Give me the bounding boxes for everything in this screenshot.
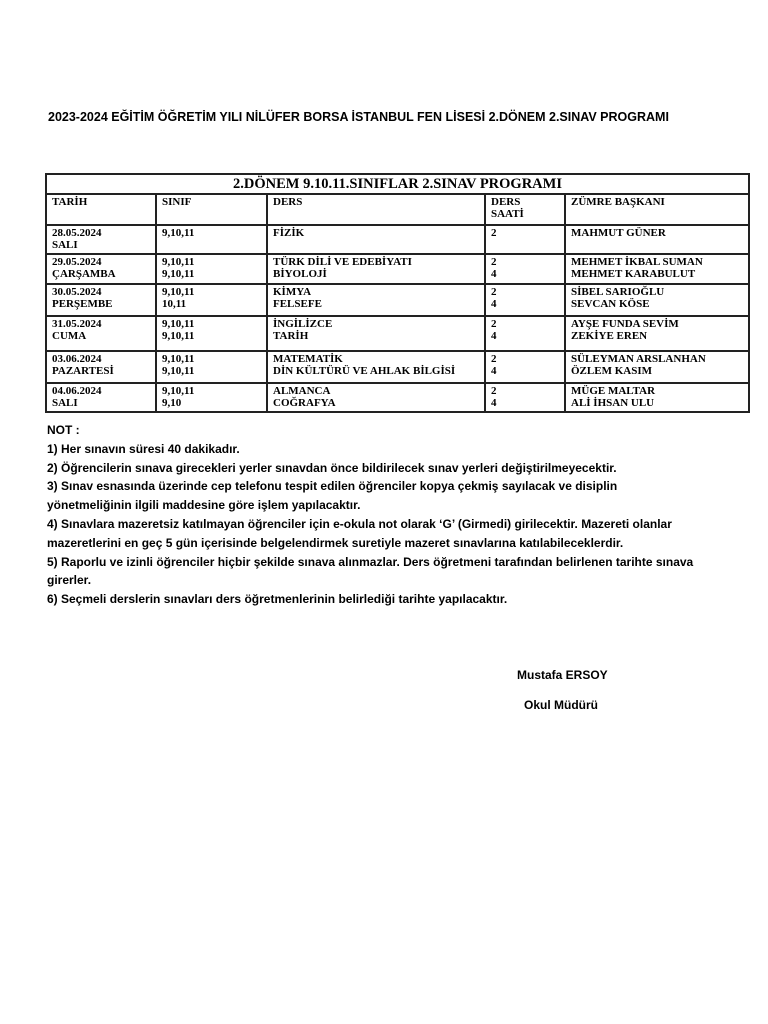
document-title: 2023-2024 EĞİTİM ÖĞRETİM YILI NİLÜFER BORSA İSTANBUL FEN LİSESİ 2.DÖNEM 2.SINAV PROGRAMI	[48, 110, 669, 124]
class-cell: 9,10,11	[155, 226, 266, 253]
notes-heading: NOT :	[47, 423, 80, 437]
note-line: yönetmeliğinin ilgili maddesine göre işlem yapılacaktır.	[47, 498, 361, 513]
note-line: 4) Sınavlara mazeretsiz katılmayan öğrenciler için e-okula not olarak ‘G’ (Girmedi) girilecektir. Mazereti olanlar	[47, 516, 672, 531]
note-line: 3) Sınav esnasında üzerinde cep telefonu tespit edilen öğrenciler kopya çekmiş sayılacak ve disiplin	[47, 479, 618, 494]
schedule-title: 2.DÖNEM 9.10.11.SINIFLAR 2.SINAV PROGRAMI	[47, 175, 748, 195]
hour-cell: 2 4	[484, 285, 564, 315]
class-cell: 9,10,11 9,10,11	[155, 352, 266, 382]
note-line: 6) Seçmeli derslerin sınavları ders öğretmenlerinin belirlediği tarihte yapılacaktır.	[47, 592, 508, 607]
course-cell: KİMYA FELSEFE	[266, 285, 484, 315]
table-header-row	[47, 195, 748, 226]
header-department-head: ZÜMRE BAŞKANI	[564, 195, 748, 224]
date-cell: 30.05.2024 PERŞEMBE	[52, 286, 113, 310]
table-row	[47, 285, 748, 317]
head-cell: AYŞE FUNDA SEVİM ZEKİYE EREN	[564, 317, 748, 350]
head-cell: SİBEL SARIOĞLU SEVCAN KÖSE	[564, 285, 748, 315]
class-cell: 9,10,11 10,11	[155, 285, 266, 315]
hour-cell: 2	[484, 226, 564, 253]
table-row	[47, 255, 748, 285]
head-cell: MEHMET İKBAL SUMAN MEHMET KARABULUT	[564, 255, 748, 283]
exam-schedule-table	[45, 173, 750, 413]
hour-cell: 2 4	[484, 352, 564, 382]
date-cell: 31.05.2024 CUMA	[52, 318, 102, 342]
header-date: TARİH	[52, 196, 88, 208]
date-cell: 04.06.2024 SALI	[52, 385, 102, 409]
head-cell: SÜLEYMAN ARSLANHAN ÖZLEM KASIM	[564, 352, 748, 382]
course-cell: FİZİK	[266, 226, 484, 253]
head-cell: MÜGE MALTAR ALİ İHSAN ULU	[564, 384, 748, 411]
header-course: DERS	[266, 195, 484, 224]
date-cell: 28.05.2024 SALI	[52, 227, 102, 251]
hour-cell: 2 4	[484, 255, 564, 283]
table-row	[47, 226, 748, 255]
date-cell: 03.06.2024 PAZARTESİ	[52, 353, 114, 377]
table-row	[47, 317, 748, 352]
note-line: 1) Her sınavın süresi 40 dakikadır.	[47, 441, 240, 456]
hour-cell: 2 4	[484, 317, 564, 350]
signature-name: Mustafa ERSOY	[517, 668, 608, 682]
class-cell: 9,10,11 9,10	[155, 384, 266, 411]
note-line: 5) Raporlu ve izinli öğrenciler hiçbir şekilde sınava alınmazlar. Ders öğretmeni tarafından belirlenen tarihte sınava	[47, 554, 694, 569]
table-row	[47, 352, 748, 384]
course-cell: İNGİLİZCE TARİH	[266, 317, 484, 350]
class-cell: 9,10,11 9,10,11	[155, 317, 266, 350]
signature-role: Okul Müdürü	[524, 698, 598, 712]
date-cell: 29.05.2024 ÇARŞAMBA	[52, 256, 116, 280]
table-row	[47, 384, 748, 411]
header-class: SINIF	[155, 195, 266, 224]
header-lesson-hour: DERS SAATİ	[484, 195, 564, 224]
course-cell: TÜRK DİLİ VE EDEBİYATI BİYOLOJİ	[266, 255, 484, 283]
course-cell: MATEMATİK DİN KÜLTÜRÜ VE AHLAK BİLGİSİ	[266, 352, 484, 382]
note-line: mazeretlerini en geç 5 gün içerisinde belgelendirmek suretiyle mazeret sınavlarına katılabileceklerdir.	[47, 535, 624, 550]
note-line: girerler.	[47, 573, 92, 588]
head-cell: MAHMUT GÜNER	[564, 226, 748, 253]
notes-section	[47, 421, 737, 609]
class-cell: 9,10,11 9,10,11	[155, 255, 266, 283]
hour-cell: 2 4	[484, 384, 564, 411]
course-cell: ALMANCA COĞRAFYA	[266, 384, 484, 411]
note-line: 2) Öğrencilerin sınava girecekleri yerler sınavdan önce bildirilecek sınav yerleri değiştirilmeyecektir.	[47, 460, 617, 475]
